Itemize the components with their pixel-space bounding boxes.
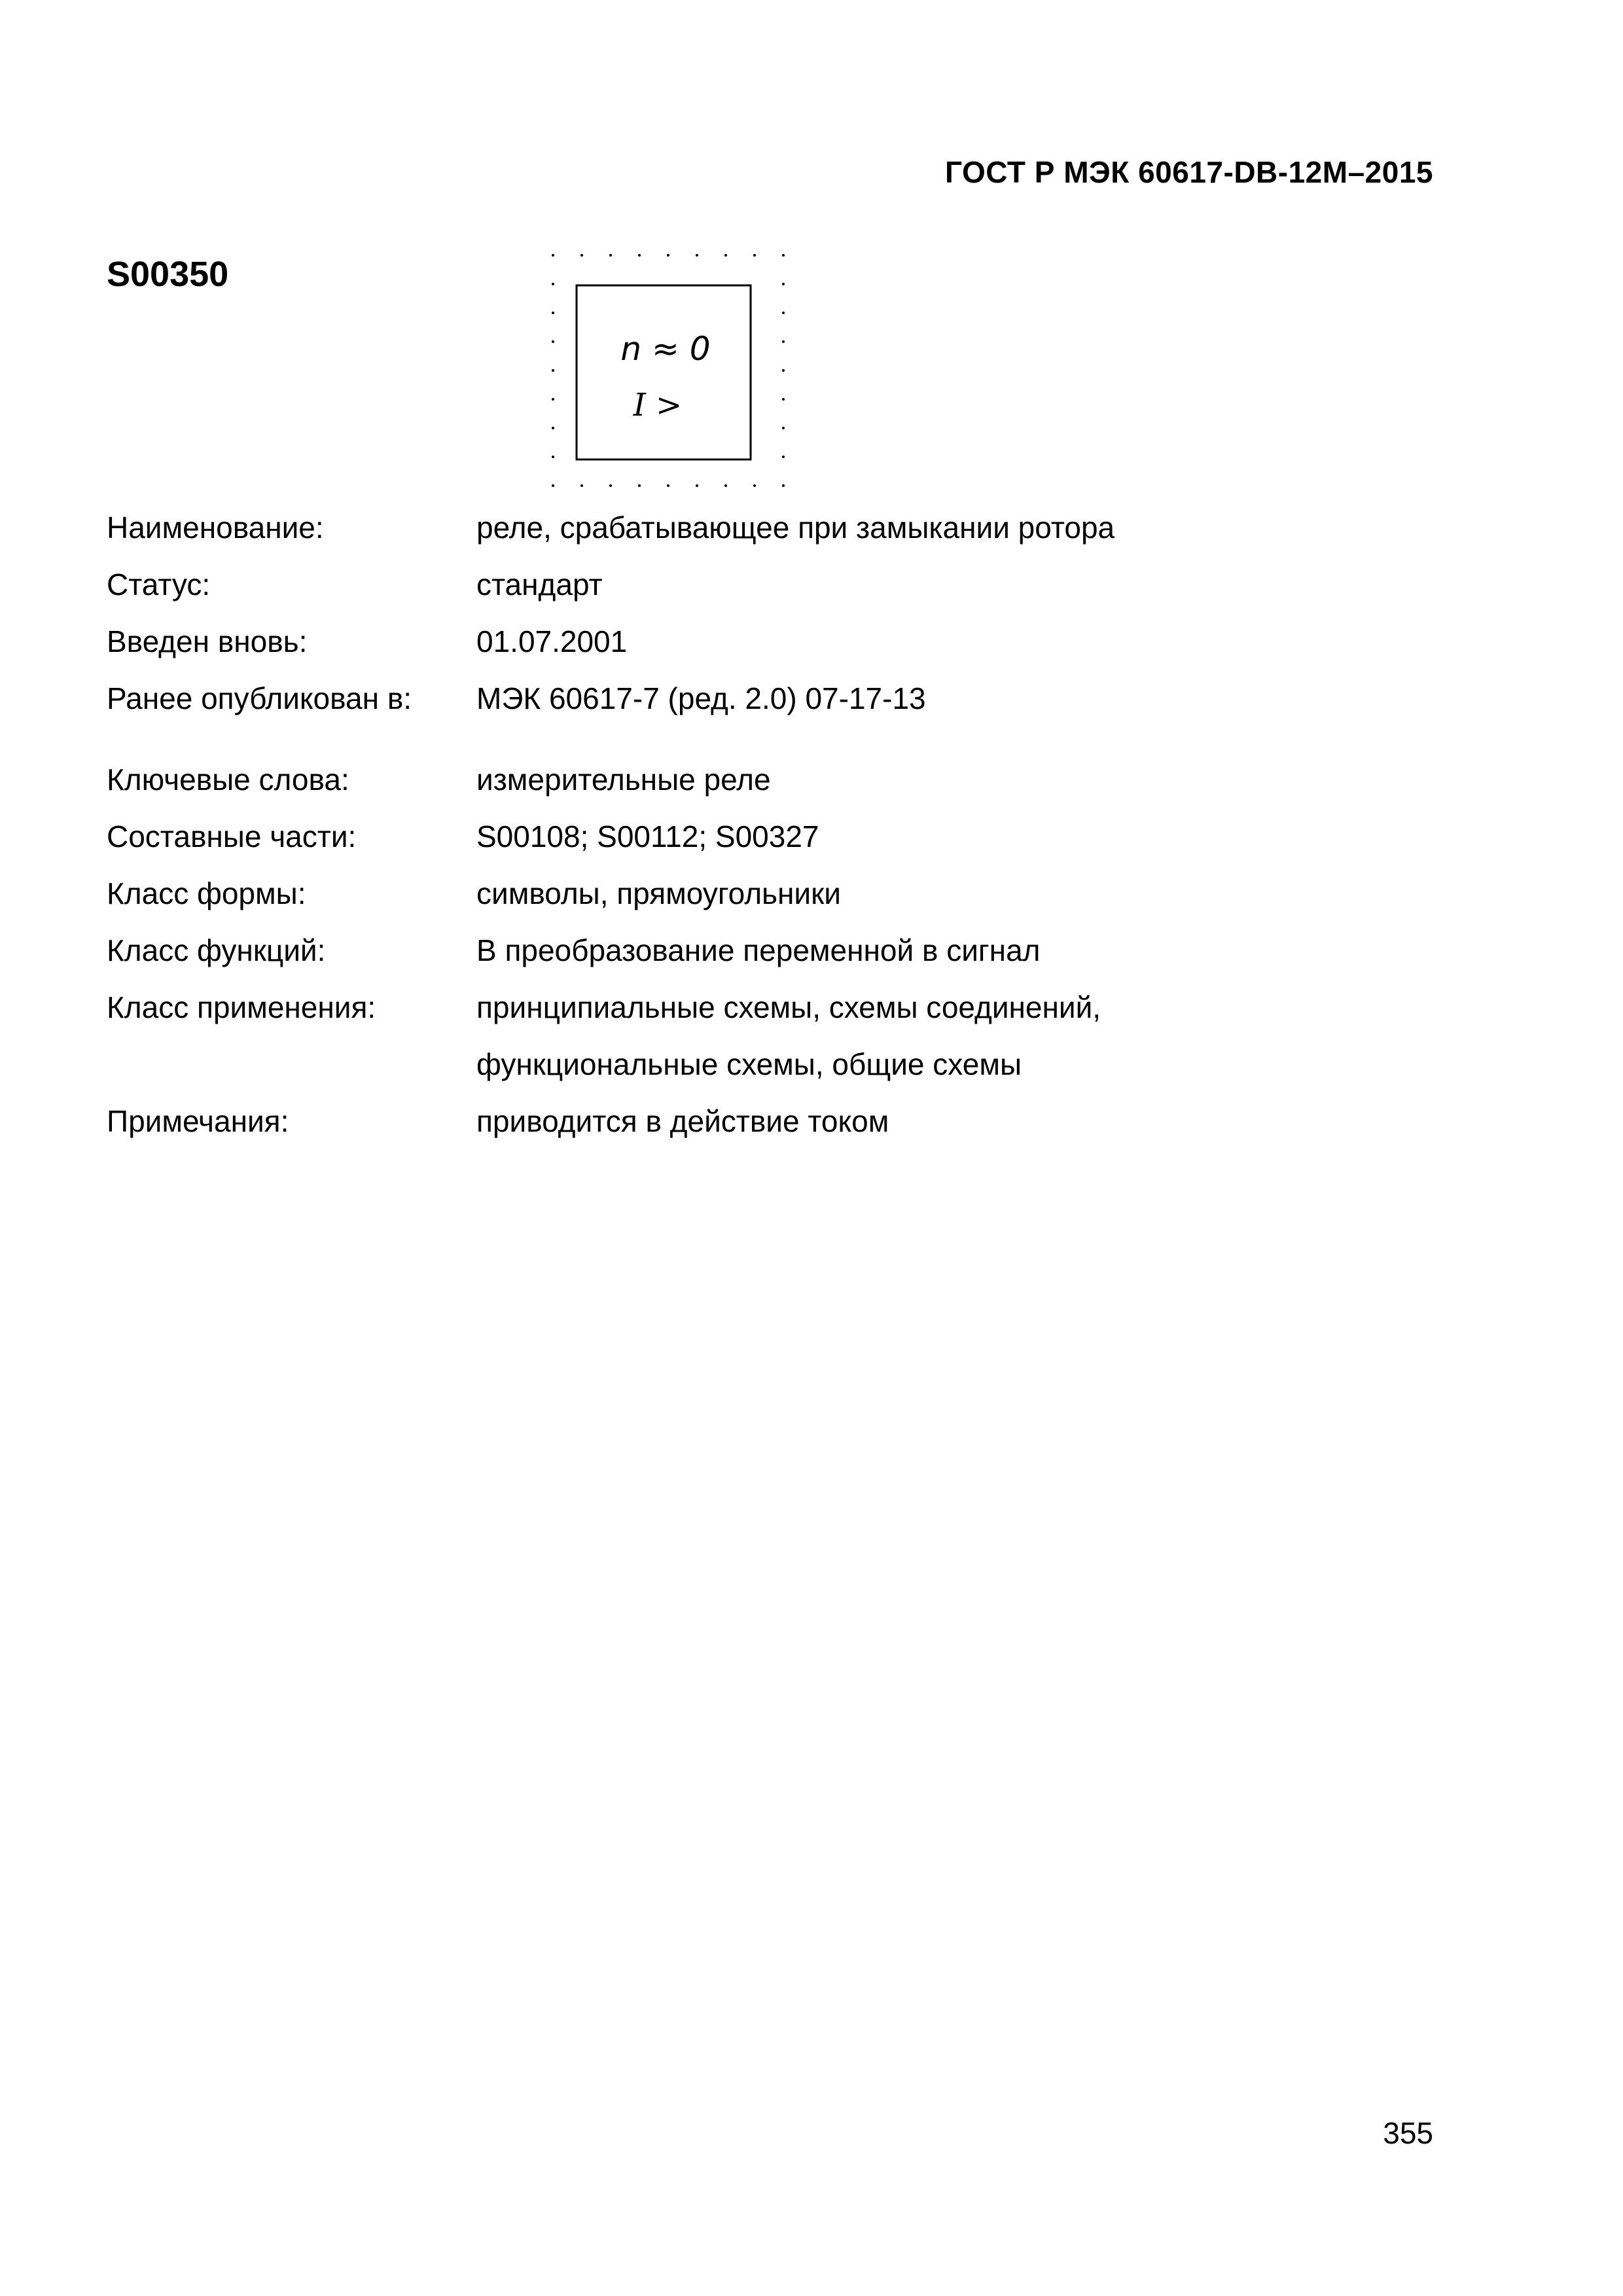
- field-row: [107, 865, 1115, 922]
- grid-dot: [782, 369, 785, 372]
- field-label: Ранее опубликован в:: [107, 681, 412, 715]
- field-row: [107, 978, 1115, 1035]
- symbol-properties: [107, 499, 1115, 1149]
- field-label: Ключевые слова:: [107, 762, 349, 797]
- field-value: 01.07.2001: [476, 624, 628, 658]
- grid-dot: [696, 254, 698, 257]
- grid-dot: [667, 484, 669, 487]
- grid-dot: [552, 427, 554, 429]
- field-row: [107, 922, 1115, 978]
- field-label: Статус:: [107, 567, 211, 601]
- grid-dot: [552, 369, 554, 372]
- grid-dot: [638, 254, 641, 257]
- grid-dot: [782, 398, 785, 401]
- symbol-code: S00350: [107, 255, 229, 294]
- grid-dot: [552, 283, 554, 285]
- field-label: Класс применения:: [107, 990, 376, 1024]
- grid-dot: [696, 484, 698, 487]
- grid-dot: [782, 254, 785, 257]
- grid-dot: [609, 484, 612, 487]
- field-value: символы, прямоугольники: [476, 876, 841, 910]
- grid-dot: [753, 484, 756, 487]
- grid-dot: [552, 340, 554, 343]
- grid-dot: [782, 312, 785, 314]
- field-value: реле, срабатывающее при замыкании ротора: [476, 510, 1115, 545]
- grid-dot: [552, 398, 554, 401]
- field-value: стандарт: [476, 567, 603, 601]
- field-row: [107, 556, 1115, 613]
- field-row: [107, 499, 1115, 556]
- relay-symbol-diagram: [546, 249, 795, 497]
- grid-dot: [753, 254, 756, 257]
- grid-dot: [580, 484, 583, 487]
- grid-dot: [782, 340, 785, 343]
- grid-dot: [552, 254, 554, 257]
- symbol-frame: [577, 285, 751, 459]
- symbol-line-1: n ≈ 0: [620, 330, 711, 368]
- field-row: [107, 808, 1115, 865]
- grid-dot: [724, 484, 727, 487]
- field-row: [107, 1035, 1115, 1092]
- field-value: измерительные реле: [476, 762, 771, 797]
- field-label: Составные части:: [107, 819, 357, 853]
- grid-dot: [609, 254, 612, 257]
- field-row: [107, 670, 1115, 726]
- grid-dot: [782, 456, 785, 458]
- page-number: 355: [1383, 2116, 1433, 2150]
- field-value: функциональные схемы, общие схемы: [476, 1047, 1022, 1081]
- grid-dot: [782, 427, 785, 429]
- grid-dot: [552, 312, 554, 314]
- field-row: [107, 751, 1115, 808]
- symbol-line-2: I >: [633, 387, 683, 423]
- field-value: МЭК 60617-7 (ред. 2.0) 07-17-13: [476, 681, 926, 715]
- standard-header: ГОСТ Р МЭК 60617-DB-12M–2015: [945, 155, 1433, 189]
- grid-dot: [667, 254, 669, 257]
- field-label: Наименование:: [107, 510, 324, 545]
- grid-dot: [724, 254, 727, 257]
- field-label: Введен вновь:: [107, 624, 308, 658]
- grid-dot: [552, 484, 554, 487]
- field-value: приводится в действие током: [476, 1103, 889, 1138]
- field-label: Класс формы:: [107, 876, 306, 910]
- grid-dot: [782, 283, 785, 285]
- field-value: В преобразование переменной в сигнал: [476, 933, 1041, 967]
- field-row: [107, 1092, 1115, 1149]
- field-value: S00108; S00112; S00327: [476, 819, 819, 853]
- grid-dot: [552, 456, 554, 458]
- grid-dot: [580, 254, 583, 257]
- grid-dot: [638, 484, 641, 487]
- field-label: Примечания:: [107, 1103, 289, 1138]
- field-label: Класс функций:: [107, 933, 326, 967]
- grid-dot: [782, 484, 785, 487]
- field-row: [107, 613, 1115, 670]
- field-value: принципиальные схемы, схемы соединений,: [476, 990, 1101, 1024]
